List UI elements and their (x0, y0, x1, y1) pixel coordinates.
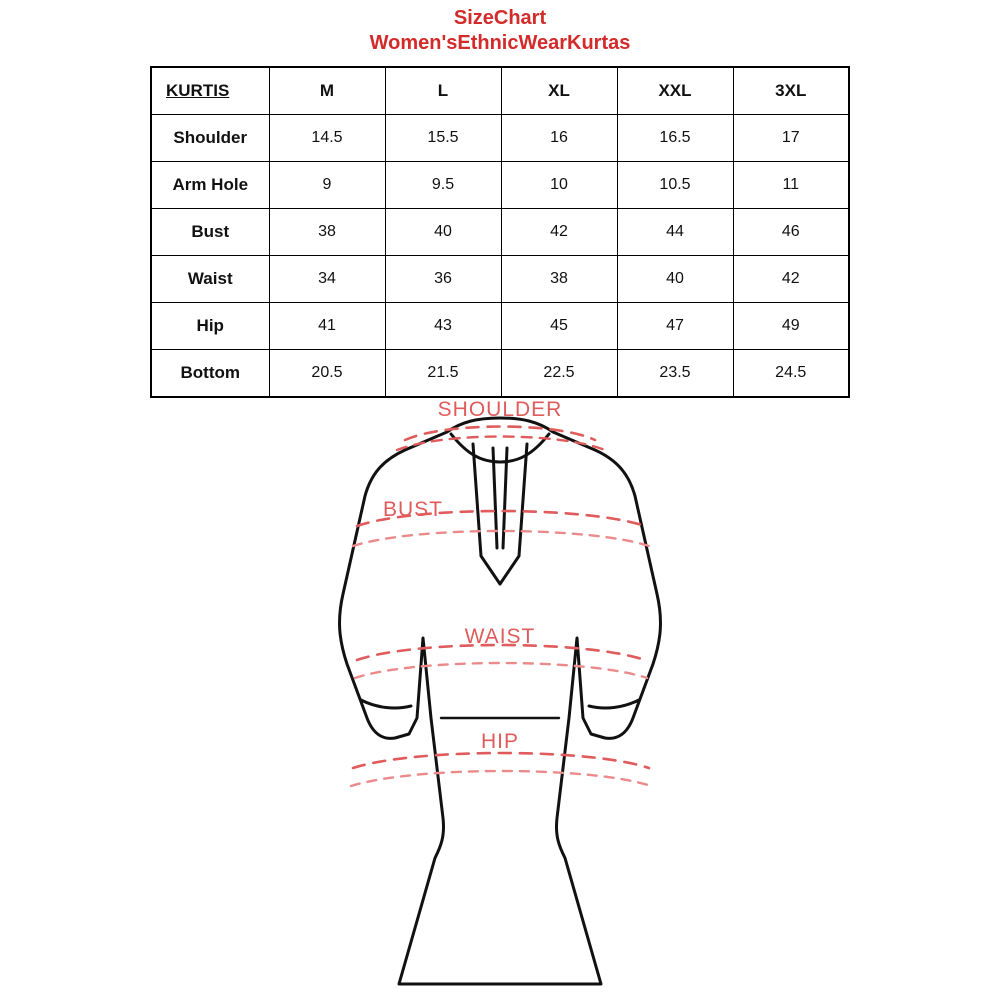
table-row (151, 256, 849, 303)
kurti-illustration (0, 388, 1000, 1000)
row-label-arm-hole: Arm Hole (151, 162, 269, 209)
cell-bottom-3xl: 24.5 (733, 350, 849, 398)
cell-armhole-m: 9 (269, 162, 385, 209)
cell-waist-xl: 38 (501, 256, 617, 303)
cell-hip-l: 43 (385, 303, 501, 350)
titles-block (0, 0, 1000, 56)
cell-bust-3xl: 46 (733, 209, 849, 256)
cell-bottom-m: 20.5 (269, 350, 385, 398)
table-corner-header: KURTIS (151, 67, 269, 115)
hip-label: HIP (480, 730, 520, 753)
table-col-header-xxl: XXL (617, 67, 733, 115)
cell-waist-3xl: 42 (733, 256, 849, 303)
cell-armhole-l: 9.5 (385, 162, 501, 209)
cell-shoulder-m: 14.5 (269, 115, 385, 162)
row-label-bust: Bust (151, 209, 269, 256)
cell-hip-3xl: 49 (733, 303, 849, 350)
table-col-header-m: M (269, 67, 385, 115)
cell-waist-m: 34 (269, 256, 385, 303)
cell-shoulder-l: 15.5 (385, 115, 501, 162)
row-label-hip: Hip (151, 303, 269, 350)
cell-armhole-xxl: 10.5 (617, 162, 733, 209)
cell-bottom-xxl: 23.5 (617, 350, 733, 398)
cell-bust-m: 38 (269, 209, 385, 256)
table-col-header-l: L (385, 67, 501, 115)
cell-waist-l: 36 (385, 256, 501, 303)
size-table-wrap (150, 66, 850, 398)
table-col-header-3xl: 3XL (733, 67, 849, 115)
table-row (151, 115, 849, 162)
cell-bottom-l: 21.5 (385, 350, 501, 398)
table-row (151, 162, 849, 209)
size-chart-table (150, 66, 850, 398)
cell-armhole-3xl: 11 (733, 162, 849, 209)
cell-waist-xxl: 40 (617, 256, 733, 303)
page-subtitle: Women'sEthnicWearKurtas (369, 32, 631, 54)
cell-bottom-xl: 22.5 (501, 350, 617, 398)
row-label-shoulder: Shoulder (151, 115, 269, 162)
table-col-header-xl: XL (501, 67, 617, 115)
page-title: SizeChart (453, 7, 547, 29)
cell-hip-xxl: 47 (617, 303, 733, 350)
table-header-row (151, 67, 849, 115)
cell-bust-xl: 42 (501, 209, 617, 256)
table-row (151, 209, 849, 256)
bust-label: BUST (383, 498, 444, 521)
cell-hip-m: 41 (269, 303, 385, 350)
cell-armhole-xl: 10 (501, 162, 617, 209)
kurti-line-drawing-svg (265, 388, 735, 1000)
table-head (151, 67, 849, 115)
table-row (151, 303, 849, 350)
table-body (151, 115, 849, 398)
cell-bust-xxl: 44 (617, 209, 733, 256)
cell-shoulder-3xl: 17 (733, 115, 849, 162)
shoulder-label: SHOULDER (437, 398, 563, 421)
row-label-bottom: Bottom (151, 350, 269, 398)
cell-hip-xl: 45 (501, 303, 617, 350)
row-label-waist: Waist (151, 256, 269, 303)
cell-bust-l: 40 (385, 209, 501, 256)
cell-shoulder-xl: 16 (501, 115, 617, 162)
waist-label: WAIST (464, 625, 536, 648)
cell-shoulder-xxl: 16.5 (617, 115, 733, 162)
